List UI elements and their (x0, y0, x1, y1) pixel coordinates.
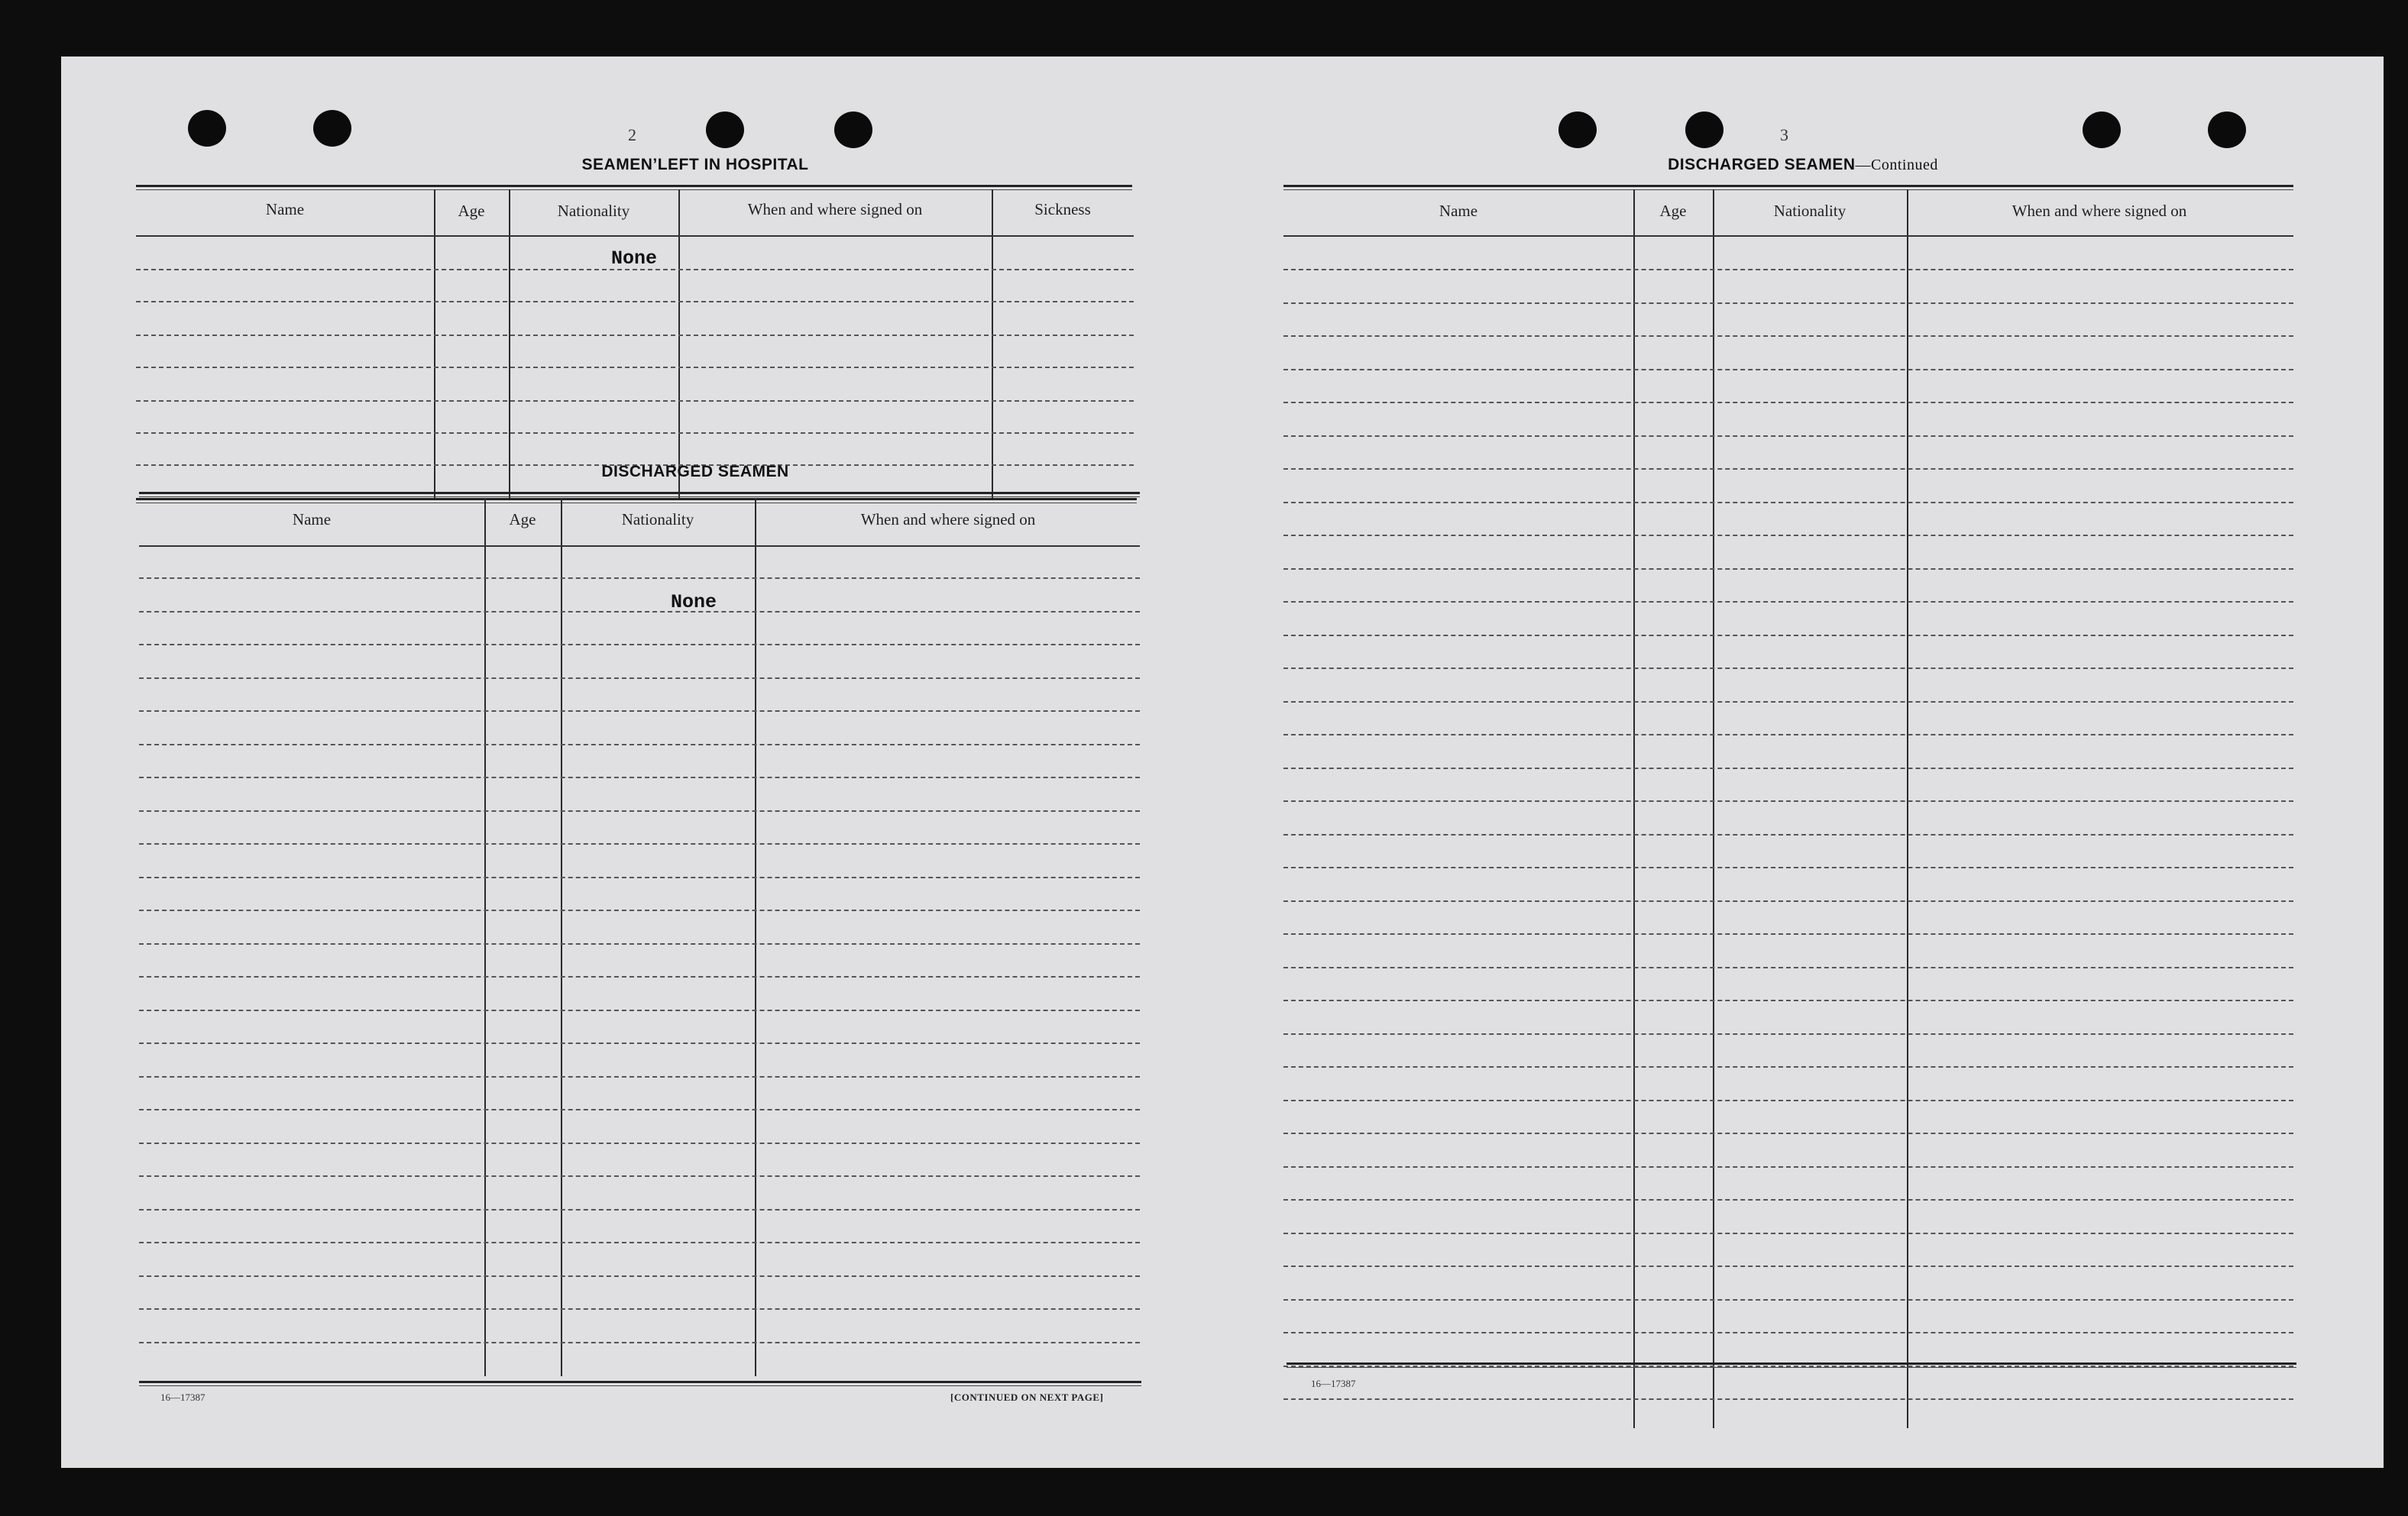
hospital-table (136, 189, 1137, 503)
discharged-table-continued (1283, 189, 2293, 1427)
row-line (1283, 1066, 2293, 1068)
row-line (136, 301, 1134, 302)
row-line (1283, 1166, 2293, 1168)
column-divider (755, 498, 756, 1376)
row-line (1283, 1265, 2293, 1267)
row-line (139, 577, 1140, 579)
row-line (139, 1076, 1140, 1078)
row-line (1283, 1000, 2293, 1001)
row-line (1283, 502, 2293, 503)
row-line (139, 644, 1140, 645)
row-line (1283, 967, 2293, 968)
row-line (139, 1175, 1140, 1177)
column-divider (484, 498, 486, 1376)
section-title-discharged: DISCHARGED SEAMEN (601, 463, 789, 480)
row-line (139, 777, 1140, 778)
row-line (1283, 468, 2293, 470)
column-header-age: Age (1659, 202, 1687, 220)
table-bottom-rule (139, 1381, 1141, 1386)
row-line (1283, 834, 2293, 836)
row-line (1283, 734, 2293, 735)
row-line (139, 1342, 1140, 1343)
column-header-age: Age (458, 202, 485, 220)
column-header-name: Name (265, 200, 305, 218)
top-rule (139, 492, 1140, 497)
column-header-name: Name (292, 510, 332, 528)
row-line (139, 677, 1140, 679)
row-line (1283, 900, 2293, 902)
column-header-name: Name (1439, 202, 1478, 220)
row-line (1283, 402, 2293, 403)
row-line (1283, 1332, 2293, 1333)
row-line (1283, 933, 2293, 935)
form-code: 16—17387 (1311, 1378, 1356, 1389)
table-bottom-rule (1287, 1362, 2296, 1368)
page-number: 2 (628, 125, 636, 144)
row-line (1283, 535, 2293, 536)
row-line (136, 367, 1134, 368)
row-line (1283, 768, 2293, 769)
row-line (1283, 1100, 2293, 1101)
header-rule (1283, 235, 2293, 237)
row-line (1283, 867, 2293, 868)
continued-note: [CONTINUED ON NEXT PAGE] (950, 1392, 1104, 1403)
row-line (1283, 635, 2293, 636)
title-text: DISCHARGED SEAMEN (1668, 156, 1856, 173)
column-divider (1713, 189, 1714, 1428)
row-line (1283, 269, 2293, 270)
row-line (139, 710, 1140, 712)
row-line (1283, 701, 2293, 703)
row-line (139, 976, 1140, 978)
row-line (139, 1109, 1140, 1110)
column-header-signed-on: When and where signed on (860, 510, 1036, 528)
row-line (1283, 335, 2293, 337)
row-line (1283, 1033, 2293, 1035)
punch-hole (313, 110, 351, 147)
row-line (1283, 601, 2293, 603)
punch-hole (706, 112, 744, 148)
row-line (1283, 302, 2293, 304)
page-number: 3 (1780, 125, 1788, 144)
section-title-hospital: SEAMEN’LEFT IN HOSPITAL (581, 156, 809, 173)
column-header-signed-on: When and where signed on (747, 200, 923, 218)
header-rule (136, 235, 1134, 237)
row-line (1283, 1299, 2293, 1301)
row-line (139, 744, 1140, 745)
row-line (139, 910, 1140, 911)
column-header-age: Age (509, 510, 536, 528)
column-header-signed-on: When and where signed on (2012, 202, 2187, 220)
typed-entry: None (611, 247, 658, 270)
row-line (1283, 1199, 2293, 1201)
typed-entry: None (671, 591, 717, 613)
row-line (1283, 1133, 2293, 1134)
punch-hole (188, 110, 226, 147)
column-header-nationality: Nationality (621, 510, 694, 528)
punch-hole (2208, 112, 2246, 148)
punch-hole (834, 112, 872, 148)
title-suffix: —Continued (1855, 157, 1938, 173)
column-header-sickness: Sickness (1034, 200, 1091, 218)
column-divider (1633, 189, 1635, 1428)
punch-hole (1558, 112, 1597, 148)
punch-hole (2083, 112, 2121, 148)
row-line (139, 611, 1140, 613)
document-sheet (61, 57, 2384, 1468)
column-divider (1907, 189, 1908, 1428)
row-line (1283, 667, 2293, 669)
row-line (136, 432, 1134, 434)
section-title-discharged-continued (1558, 156, 2047, 174)
row-line (1283, 435, 2293, 437)
header-rule (139, 545, 1140, 547)
row-line (139, 1010, 1140, 1011)
form-code: 16—17387 (160, 1392, 206, 1403)
row-line (139, 1042, 1140, 1044)
row-line (1283, 800, 2293, 802)
column-divider (561, 498, 562, 1376)
column-header-nationality: Nationality (1773, 202, 1846, 220)
discharged-table (139, 498, 1141, 1388)
row-line (136, 400, 1134, 402)
row-line (1283, 1398, 2293, 1400)
row-line (1283, 1233, 2293, 1234)
row-line (139, 1308, 1140, 1310)
row-line (139, 943, 1140, 945)
row-line (139, 1143, 1140, 1144)
row-line (139, 843, 1140, 845)
row-line (139, 877, 1140, 878)
row-line (139, 810, 1140, 812)
row-line (136, 335, 1134, 336)
row-line (139, 1209, 1140, 1211)
row-line (1283, 369, 2293, 370)
row-line (1283, 568, 2293, 570)
punch-hole (1685, 112, 1723, 148)
row-line (139, 1242, 1140, 1243)
row-line (139, 1275, 1140, 1277)
column-header-nationality: Nationality (557, 202, 630, 220)
